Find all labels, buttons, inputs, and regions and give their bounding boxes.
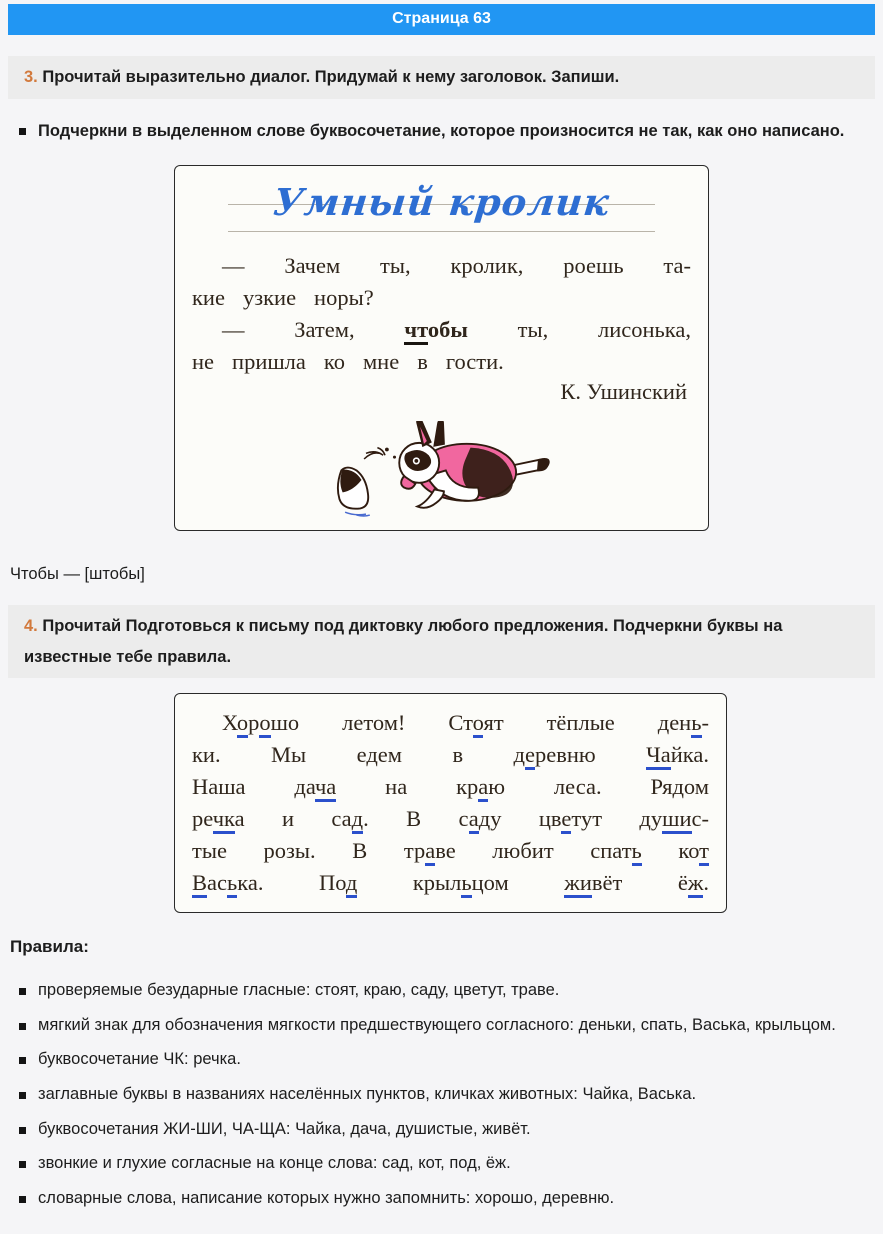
rule-list-item: звонкие и глухие согласные на конце слова: сад, кот, под, ёж.	[10, 1148, 873, 1180]
rule-list-item: буквосочетания ЖИ-ШИ, ЧА-ЩА: Чайка, дача, душистые, живёт.	[10, 1114, 873, 1146]
dialog-author: К. Ушинский	[560, 379, 687, 405]
task4-title: Прочитай Подготовься к письму под диктовку любого предложения. Подчеркни буквы на известные тебе правила.	[24, 617, 783, 666]
dialog-handwritten-title: Умный кролик	[271, 179, 612, 224]
text-segment: — Затем,	[222, 316, 405, 342]
dictation-scan-box	[174, 693, 727, 913]
text-segment: тые розы. В тр	[192, 838, 426, 864]
underlined-letters: ча	[315, 774, 336, 802]
dictation-text	[192, 707, 709, 899]
text-segment: тут ду	[571, 806, 663, 832]
dialog-scan-box	[174, 165, 709, 532]
text-segment: ре	[192, 806, 213, 832]
underlined-letters: ь	[461, 870, 471, 898]
text-segment: Наша да	[192, 774, 315, 800]
text-segment: йка.	[670, 742, 709, 768]
underlined-letters: д	[346, 870, 357, 898]
task3-number: 3.	[24, 68, 38, 86]
text-segment: не пришла ко мне в гости.	[192, 348, 504, 374]
rules-list	[8, 975, 875, 1215]
text-segment: ты, лисонька,	[467, 316, 691, 342]
underlined-letters: е	[561, 806, 571, 834]
underlined-letters: ь	[691, 710, 701, 738]
underlined-letters: жи	[564, 870, 592, 898]
underlined-letters: ши	[662, 806, 691, 834]
book-line	[192, 739, 709, 771]
text-segment: ду цв	[478, 806, 562, 832]
task3-note: Подчеркни в выделенном слове буквосочетание, которое произносится не так, как оно написано.	[10, 115, 873, 147]
text-segment: ревню	[534, 742, 647, 768]
text-segment: кие узкие норы?	[192, 284, 374, 310]
book-line	[192, 346, 691, 378]
rabbit-illustration	[192, 421, 691, 522]
underlined-letters: о	[473, 710, 484, 738]
rule-list-item: проверяемые безударные гласные: стоят, краю, саду, цветут, траве.	[10, 975, 873, 1007]
book-line	[192, 835, 709, 867]
underlined-letters: т	[699, 838, 709, 866]
underlined-letters: ь	[632, 838, 642, 866]
text-segment: ас	[207, 870, 227, 896]
underlined-letters: ж	[688, 870, 704, 898]
text-segment: ят тёплые ден	[483, 710, 692, 736]
text-segment: крыл	[357, 870, 462, 896]
ruled-line	[228, 231, 655, 232]
underlined-letters: д	[352, 806, 363, 834]
task4-number: 4.	[24, 617, 38, 636]
text-segment: ка. По	[237, 870, 346, 896]
underlined-letters: Ча	[646, 742, 671, 770]
page-title: Страница 63	[8, 4, 875, 35]
text-segment: вёт ё	[591, 870, 688, 896]
text-segment: ю леса. Рядом	[488, 774, 709, 800]
book-line	[192, 771, 709, 803]
underlined-letters: о	[259, 710, 270, 738]
text-segment: — Зачем ты, кролик, роешь та-	[222, 252, 691, 278]
book-line	[192, 282, 691, 314]
text-segment: с-	[691, 806, 709, 832]
rule-list-item: мягкий знак для обозначения мягкости предшествующего согласного: деньки, спать, Васька, крыльцом.	[10, 1010, 873, 1042]
underlined-letters: а	[469, 806, 479, 834]
rules-heading: Правила:	[10, 937, 89, 957]
book-line	[192, 867, 709, 899]
book-line	[192, 314, 691, 346]
book-line	[192, 250, 691, 282]
text-segment: на кр	[336, 774, 479, 800]
dialog-title-block	[228, 180, 655, 240]
task4-header	[8, 605, 875, 678]
text-segment: р	[248, 710, 260, 736]
transcription-line: Чтобы — [штобы]	[10, 565, 145, 584]
text-segment: .	[703, 870, 710, 896]
dialog-text	[192, 250, 691, 378]
rule-list-item: словарные слова, написание которых нужно запомнить: хорошо, деревню.	[10, 1183, 873, 1215]
rule-list-item: буквосочетание ЧК: речка.	[10, 1044, 873, 1076]
text-segment: цом	[471, 870, 565, 896]
text-segment: -	[701, 710, 709, 736]
task3-header	[8, 56, 875, 99]
underlined-letters: чт	[404, 317, 427, 345]
text-segment: . В с	[363, 806, 469, 832]
underlined-letters: ь	[227, 870, 237, 898]
underlined-letters: В	[192, 870, 207, 898]
task3-title: Прочитай выразительно диалог. Придумай к нему заголовок. Запиши.	[42, 68, 620, 86]
text-segment: шо летом! Ст	[270, 710, 473, 736]
text-segment: ки. Мы едем в д	[192, 742, 525, 768]
rule-list-item: заглавные буквы в названиях населённых пунктов, кличках животных: Чайка, Васька.	[10, 1079, 873, 1111]
text-segment: Х	[222, 710, 237, 736]
text-segment: а и са	[234, 806, 352, 832]
underlined-letters: е	[525, 742, 535, 770]
text-segment: ве любит спат	[435, 838, 632, 864]
underlined-letters: чк	[213, 806, 235, 834]
book-line	[192, 803, 709, 835]
underlined-letters: а	[425, 838, 435, 866]
text-segment: ко	[641, 838, 700, 864]
text-segment: обы	[427, 316, 468, 342]
underlined-letters: о	[237, 710, 248, 738]
underlined-letters: а	[478, 774, 488, 802]
book-line	[192, 707, 709, 739]
rabbit-icon	[328, 421, 556, 517]
